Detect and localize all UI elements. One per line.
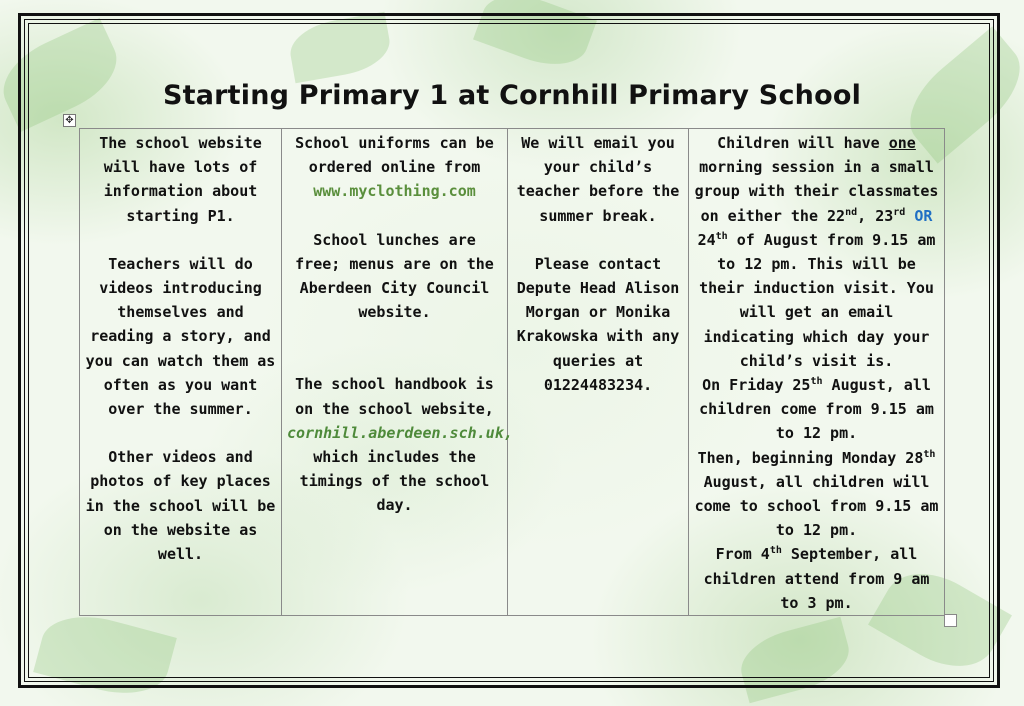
info-table: [79, 128, 945, 616]
myclothing-link[interactable]: www.myclothing.com: [313, 182, 476, 201]
lunch-paragraph: School lunches are free; menus are on the Aberdeen City Council website.: [295, 230, 494, 322]
friday-paragraph: [694, 373, 939, 446]
contact-paragraph: Please contact Depute Head Alison Morgan or Monika Krakowska with any queries at 01224483234.: [516, 254, 680, 394]
monday-text: Then, beginning Monday 28: [697, 448, 924, 467]
ordinal-suffix: th: [715, 230, 728, 242]
induction-text-3: , 23: [857, 206, 894, 225]
induction-text-5: of August from 9.15 am to 12 pm. This will be their induction visit. You will get an email indicating which day your child’s visit is.: [699, 230, 936, 370]
induction-text-4: 24: [697, 230, 716, 249]
ordinal-suffix: rd: [893, 206, 906, 218]
website-paragraph: The school website will have lots of information about starting P1.: [99, 134, 262, 225]
induction-text: Children will have: [717, 134, 880, 152]
table-move-handle-icon[interactable]: ✥: [63, 114, 76, 127]
table-row: [80, 129, 945, 616]
videos-paragraph: Teachers will do videos introducing themselves and reading a story, and you can watch them as often as you want over the summer.: [85, 254, 276, 419]
monday-text-2: August, all children will come to school from 9.15 am to 12 pm.: [694, 472, 939, 540]
handbook-text: The school handbook is on the school website,: [295, 375, 494, 418]
friday-text: On Friday 25: [702, 376, 811, 395]
induction-paragraph: [694, 131, 939, 373]
ordinal-suffix: th: [810, 376, 823, 388]
table-resize-handle[interactable]: [944, 614, 957, 627]
handbook-paragraph: [287, 372, 513, 517]
september-text-2: September, all children attend from 9 am to 3 pm.: [703, 545, 930, 612]
september-paragraph: [694, 542, 939, 615]
uniform-text: School uniforms can be ordered online from: [295, 134, 494, 177]
uniform-paragraph: [287, 131, 502, 204]
school-website-link[interactable]: cornhill.aberdeen.sch.uk,: [287, 423, 513, 442]
or-emphasis: OR: [914, 206, 933, 225]
website-info-cell: [80, 129, 282, 616]
induction-text-2: morning session in a small group with their classmates on either the 22: [694, 158, 939, 225]
ordinal-suffix: th: [923, 448, 936, 460]
one-emphasis: one: [888, 134, 916, 152]
ordinal-suffix: th: [769, 545, 782, 557]
email-paragraph: We will email you your child’s teacher before the summer break.: [516, 134, 680, 225]
monday-paragraph: [694, 446, 939, 543]
contact-cell: [508, 129, 689, 616]
other-videos-paragraph: Other videos and photos of key places in the school will be on the website as well.: [85, 448, 276, 564]
friday-text-2: August, all children come from 9.15 am to 12 pm.: [699, 376, 934, 443]
page-title: Starting Primary 1 at Cornhill Primary School: [162, 80, 862, 111]
schedule-cell: [689, 129, 945, 616]
ordinal-suffix: nd: [845, 206, 858, 218]
uniform-lunch-cell: [282, 129, 513, 616]
september-text: From 4: [715, 545, 770, 564]
handbook-text-end: which includes the timings of the school day.: [299, 448, 490, 515]
